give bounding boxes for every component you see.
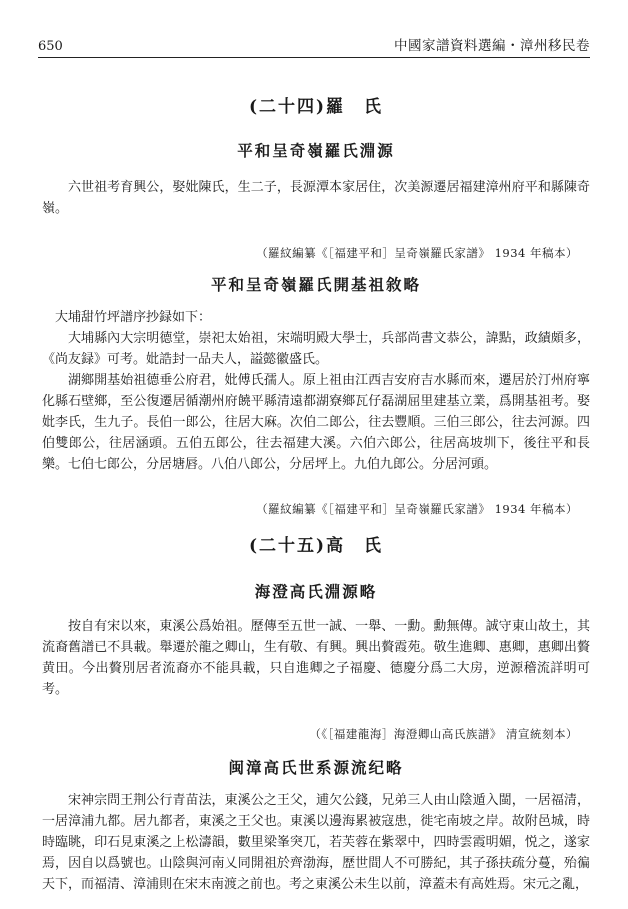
source-citation: （羅紋編纂《［福建平和］呈奇嶺羅氏家譜》 1934 年稿本） [256, 246, 578, 260]
page-content [42, 84, 590, 895]
page-header [38, 32, 590, 54]
paragraph: 六世祖考育興公，娶妣陳氏，生二子，長源潭本家居住，次美源遷居福建漳州府平和縣陳奇嶺。 [42, 180, 590, 216]
article-body [42, 177, 590, 219]
section-title: (二十五)高 氏 [248, 536, 384, 556]
book-title: 中國家譜資料選編・漳州移民卷 [394, 38, 590, 54]
article-title: 海澄高氏淵源略 [254, 582, 378, 601]
article-body [42, 307, 590, 475]
source-citation: （羅紋編纂《［福建平和］呈奇嶺羅氏家譜》 1934 年稿本） [256, 502, 578, 516]
source-citation: （《［福建龍海］海澄卿山高氏族譜》 清宣統刻本） [309, 727, 578, 741]
paragraph: 大埔縣內大宗明德堂，崇祀太始祖，宋端明殿大學士，兵部尚書文恭公，諱點，政績頗多，《尚友録》可考。妣誥封一品夫人，謚懿徽盛氏。 [42, 331, 590, 367]
paragraph: 湖鄉開基始祖德垂公府君，妣傅氏孺人。原上祖由江西吉安府吉水縣而來，遷居於汀州府寧化縣石壁鄉，至公復遷居循潮州府饒平縣清遠都湖寮鄉瓦仔磊湖屈里建基立業，爲開基祖考。娶妣李氏，生九子。長伯一郎公，往居大麻。次伯二郎公，往去豐順。三伯三郎公，往去河源。四伯雙郎公，往居涵頭。五伯五郎公，往去福建大溪。六伯六郎公，往居高坡圳下，後往平和長樂。七伯七郎公，分居塘唇。八伯八郎公，分居坪上。九伯九郎公。分居河頭。 [42, 373, 590, 472]
paragraph: 大埔甜竹坪譜序抄録如下： [55, 310, 212, 325]
page-number: 650 [38, 39, 63, 54]
header-rule [38, 57, 590, 58]
article-title: 平和呈奇嶺羅氏淵源 [237, 141, 395, 160]
paragraph: 宋神宗問王荆公行青苗法，東溪公之王父，逋欠公錢，兄弟三人由山陰遁入閩，一居福清，一居漳浦九都。居九都者，東溪之王父也。東溪以邊海累被寇患，徙宅南坡之岸。故附邑城，時時臨眺，印石見東溪之上松濤韻，數里梁峯突兀，若芙蓉在紫翠中，四時雲霞明媚，悦之，遂家焉，因自以爲號也。山陰與河南乂同開祖於齊渤海，歷世間人不可勝紀，其子孫扶疏分蔓，殆徧天下，而福清、漳浦則在宋末南渡之前也。考之東溪公未生以前，漳蓋未有高姓焉。宋元之亂， [42, 793, 590, 892]
article-title: 平和呈奇嶺羅氏開基祖敘略 [210, 275, 421, 294]
article-title: 闽漳高氏世系源流纪略 [228, 758, 404, 777]
section-title: (二十四)羅 氏 [248, 97, 384, 117]
article-body [42, 616, 590, 700]
article-body [42, 790, 590, 895]
paragraph: 按自有宋以來，東溪公爲始祖。歷傳至五世一誠、一舉、一勳。勳無傳。誠守東山故土，其流裔舊譜已不具載。舉遷於龍之卿山，生有敬、有興。興出贅霞苑。敬生進卿、惠卿，惠卿出贅黄田。今出贅別居者流裔亦不能具載，只自進卿之子福慶、德慶分爲二大房，逆源稽流詳明可考。 [42, 619, 590, 697]
